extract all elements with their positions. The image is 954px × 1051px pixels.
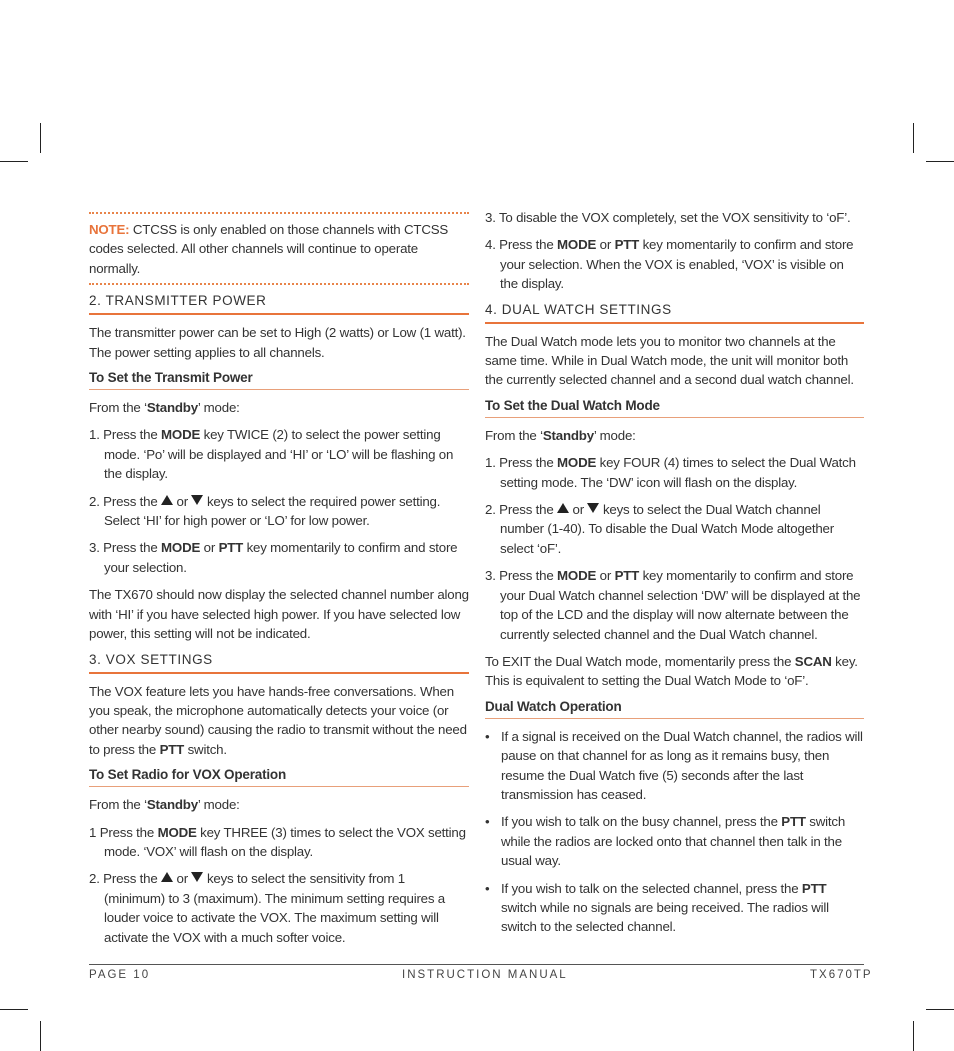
up-arrow-key-icon (161, 872, 173, 882)
vox-step-3: 3. To disable the VOX completely, set the VOX sensitivity to ‘oF’. (485, 210, 851, 225)
dual-watch-step-3: 3. Press the MODE or PTT key momentarily to confirm and store your Dual Watch channel selection ‘DW’ will be displayed at the top of the LCD and the display will now alternate between the currently selected channel and the Dual Watch channel. (485, 568, 861, 642)
standby-instruction: From the ‘Standby’ mode: (485, 427, 636, 443)
crop-mark (926, 161, 954, 162)
subheading-set-vox: To Set Radio for VOX Operation (89, 765, 469, 787)
vox-step-1: 1 Press the MODE key THREE (3) times to select the VOX setting mode. ‘VOX’ will flash on the display. (89, 824, 466, 859)
dual-watch-step-2: 2. Press the or keys to select the Dual Watch channel number (1-40). To disable the Dual Watch Mode altogether select ‘oF’. (485, 502, 834, 556)
page-number: PAGE 10 (89, 969, 151, 981)
note-label: NOTE: (89, 222, 130, 237)
power-step-2: 2. Press the or keys to select the required power setting. Select ‘HI’ for high power or ‘LO’ for low power. (89, 493, 441, 529)
footer-rule (89, 964, 864, 965)
down-arrow-key-icon (587, 503, 599, 513)
power-step-3: 3. Press the MODE or PTT key momentarily to confirm and store your selection. (89, 540, 458, 575)
section-heading-vox-settings: 3. VOX SETTINGS (89, 650, 469, 674)
crop-mark (926, 1009, 954, 1010)
vox-step-4: 4. Press the MODE or PTT key momentarily to confirm and store your selection. When the VOX is enabled, ‘VOX’ is visible on the display. (485, 237, 854, 292)
standby-instruction: From the ‘Standby’ mode: (89, 400, 240, 416)
subheading-set-transmit-power: To Set the Transmit Power (89, 368, 469, 390)
crop-mark (913, 1021, 914, 1051)
ctcss-note (89, 220, 469, 278)
dual-watch-step-1: 1. Press the MODE key FOUR (4) times to select the Dual Watch setting mode. The ‘DW’ icon will flash on the display. (485, 455, 856, 490)
subheading-set-dual-watch: To Set the Dual Watch Mode (485, 396, 864, 418)
crop-mark (0, 161, 28, 162)
crop-mark (913, 123, 914, 153)
note-divider-bottom (89, 283, 469, 285)
dual-watch-exit: To EXIT the Dual Watch mode, momentarily press the SCAN key. This is equivalent to setting the Dual Watch Mode to ‘oF’. (485, 653, 858, 689)
crop-mark (0, 1009, 28, 1010)
dual-watch-bullet-3: • If you wish to talk on the selected channel, press the PTT switch while no signals are being received. The radios will switch to the selected channel. (485, 879, 864, 937)
left-column (89, 208, 469, 947)
dual-watch-intro: The Dual Watch mode lets you to monitor two channels at the same time. While in Dual Watch mode, the unit will monitor both the currently selected channel and a second dual watch channel. (485, 333, 854, 388)
crop-mark (40, 1021, 41, 1051)
footer-model: TX670TP (810, 969, 873, 981)
right-column (485, 208, 864, 937)
note-divider-top (89, 212, 469, 214)
section-heading-dual-watch: 4. DUAL WATCH SETTINGS (485, 300, 864, 324)
vox-step-2: 2. Press the or keys to select the sensitivity from 1 (minimum) to 3 (maximum). The minimum setting requires a louder voice to activate the VOX. The maximum setting will activate the VOX with a much softer voice. (89, 871, 446, 945)
section-heading-transmitter-power: 2. TRANSMITTER POWER (89, 291, 469, 315)
up-arrow-key-icon (161, 495, 173, 505)
note-text: CTCSS is only enabled on those channels with CTCSS codes selected. All other channels will continue to operate normally. (89, 222, 449, 276)
vox-intro: The VOX feature lets you have hands-free conversations. When you speak, the microphone automatically detects your voice (or other nearby sound) causing the radio to transmit without the need to press the PTT switch. (89, 683, 467, 757)
down-arrow-key-icon (191, 495, 203, 505)
up-arrow-key-icon (557, 503, 569, 513)
power-step-1: 1. Press the MODE key TWICE (2) to select the power setting mode. ‘Po’ will be displayed and ‘HI’ or ‘LO’ will be flashing on the display. (89, 427, 454, 482)
footer-title: INSTRUCTION MANUAL (402, 969, 568, 981)
dual-watch-bullet-2: • If you wish to talk on the busy channel, press the PTT switch while the radios are locked onto that channel then talk in the usual way. (485, 812, 864, 870)
down-arrow-key-icon (191, 872, 203, 882)
transmitter-power-outro: The TX670 should now display the selected channel number along with ‘HI’ if you have selected high power. If you have selected low power, this setting will not be indicated. (89, 587, 469, 642)
standby-instruction: From the ‘Standby’ mode: (89, 797, 240, 813)
transmitter-power-intro: The transmitter power can be set to High (2 watts) or Low (1 watt). The power setting applies to all channels. (89, 325, 466, 360)
crop-mark (40, 123, 41, 153)
dual-watch-bullet-1: • If a signal is received on the Dual Watch channel, the radios will pause on that channel for as long as it remains busy, then resume the Dual Watch five (5) seconds after the last transmission has ceased. (485, 727, 864, 805)
subheading-dual-watch-operation: Dual Watch Operation (485, 697, 864, 719)
